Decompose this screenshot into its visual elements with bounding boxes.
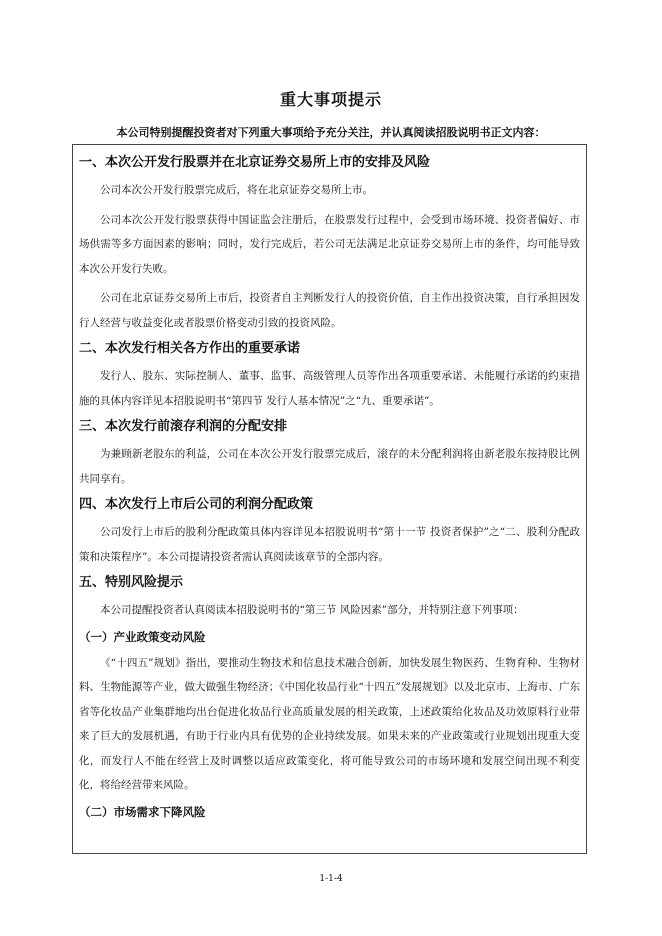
- paragraph: 公司发行上市后的股利分配政策具体内容详见本招股说明书“第十一节 投资者保护”之“二、股利分配政策和决策程序”。本公司提请投资者需认真阅读该章节的全部内容。: [79, 526, 580, 563]
- section-heading: 三、本次发行前滚存利润的分配安排: [79, 419, 288, 434]
- section-5: [79, 573, 580, 821]
- intro-text: 本公司特别提醒投资者对下列重大事项给予充分关注，并认真阅读招股说明书正文内容：: [116, 126, 546, 139]
- section-4: [79, 495, 580, 569]
- section-heading: 一、本次公开发行股票并在北京证券交易所上市的安排及风险: [79, 155, 431, 170]
- page-number: 1-1-4: [319, 874, 343, 884]
- page-title: 重大事项提示: [279, 90, 382, 109]
- subsection-heading: （一）产业政策变动风险: [79, 629, 206, 644]
- paragraph: 本公司提醒投资者认真阅读本招股说明书的“第三节 风险因素”部分，并特别注意下列事项：: [100, 604, 524, 616]
- section-heading: 四、本次发行上市后公司的利润分配政策: [79, 497, 314, 512]
- section-2: [79, 339, 580, 413]
- paragraph: 公司在北京证券交易所上市后，投资者自主判断发行人的投资价值，自主作出投资决策，自行承担因发行人经营与收益变化或者股票价格变动引致的投资风险。: [79, 292, 580, 329]
- paragraph: 公司本次公开发行股票完成后，将在北京证券交易所上市。: [100, 184, 373, 196]
- paragraph: 发行人、股东、实际控制人、董事、监事、高级管理人员等作出各项重要承诺、未能履行承诺的约束措施的具体内容详见本招股说明书“第四节 发行人基本情况”之“九、重要承诺”。: [79, 370, 580, 407]
- paragraph: 《“十四五”规划》指出，要推动生物技术和信息技术融合创新，加快发展生物医药、生物育种、生物材料、生物能源等产业，做大做强生物经济；《中国化妆品行业“十四五”发展规划》以及北京市、上海市、广东省等化妆品产业集群地均出台促进化妆品行业高质量发展的相关政策，上述政策给化妆品及功效原料行业带来了巨大的发展机遇，有助于行业内具有优势的企业持续发展。如果未来的产业政策或行业规划出现重大变化，而发行人不能在经营上及时调整以适应政策变化，将可能导致公司的市场环境和发展空间出现不利变化，将给经营带来风险。: [79, 656, 580, 791]
- section-heading: 五、特别风险提示: [79, 575, 184, 590]
- section-heading: 二、本次发行相关各方作出的重要承诺: [79, 341, 301, 356]
- subsection-heading: （二）市场需求下降风险: [79, 804, 206, 819]
- section-3: [79, 417, 580, 491]
- section-1: [79, 153, 580, 335]
- notice-box: [72, 144, 587, 854]
- paragraph: 为兼顾新老股东的利益，公司在本次公开发行股票完成后，滚存的未分配利润将由新老股东按持股比例共同享有。: [79, 448, 580, 485]
- paragraph: 公司本次公开发行股票获得中国证监会注册后，在股票发行过程中，会受到市场环境、投资者偏好、市场供需等多方面因素的影响；同时，发行完成后，若公司无法满足北京证券交易所上市的条件，均可能导致本次公开发行失败。: [79, 213, 580, 275]
